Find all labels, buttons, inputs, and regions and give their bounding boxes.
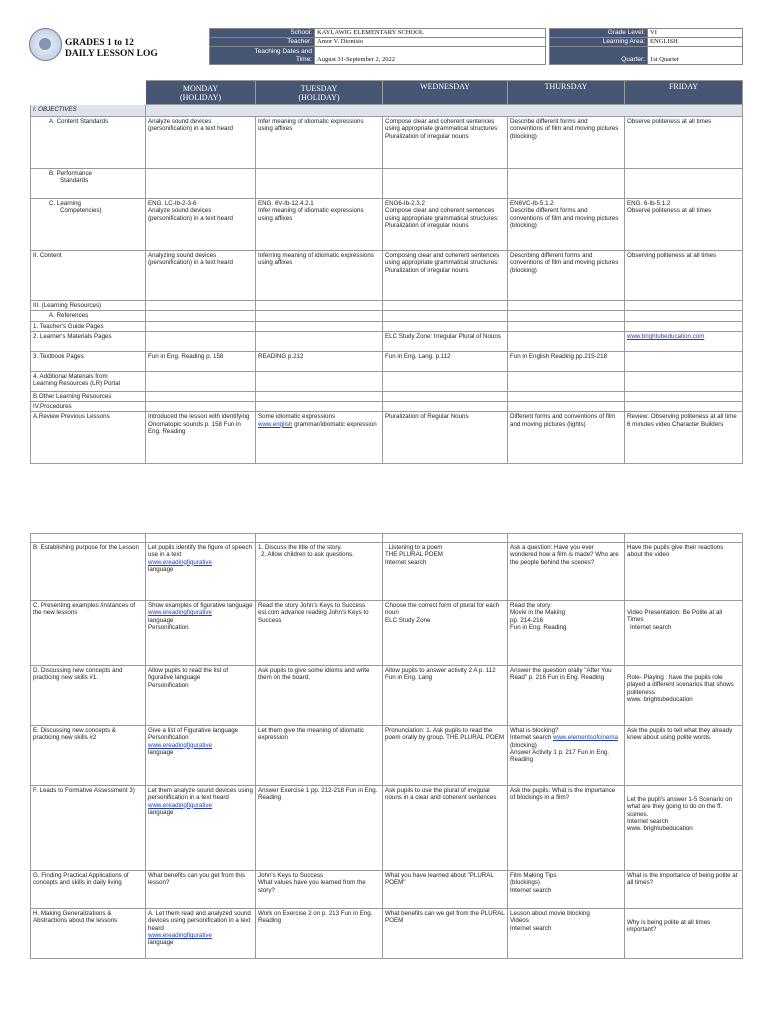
discussing1-tue: Ask pupils to give some idioms and write them on the board. (256, 666, 383, 726)
discussing2-label: E. Discussing new concepts & practicing new skills #2 (31, 726, 146, 786)
content-wed: Composing clear and coherent sentences using appropriate grammatical structures: Pluralization of irregular nouns (383, 251, 508, 301)
textbook-row (31, 351, 743, 371)
competencies-thu: EN6VC-Ib-5.1.2 Describe different forms and conventions of film and moving pictures (blocking) (508, 199, 625, 251)
review-tue: Some idiomatic expressions www.english grammar/idiomatic expression (256, 412, 383, 464)
log-title (65, 38, 158, 60)
formative-mon: Let them analyze sound devices using personification in a text heard www.ereadingfigurative language (146, 786, 256, 871)
day-monday: MONDAY (HOLIDAY) (146, 81, 256, 105)
presenting-fri: Video Presentation: Be Polite at all Times Internet search (625, 601, 743, 666)
presenting-wed: Choose the correct form of plural for each noun ELC Study Zone (383, 601, 508, 666)
review-fri: Review: Observing politeness at all time 6 minutes video Character Builders (625, 412, 743, 464)
objectives-row (31, 105, 743, 117)
content-thu: Describing different forms and conventions of film and moving pictures (blocking) (508, 251, 625, 301)
purpose-tue: 1. Discuss the title of the story. 2. Allow children to ask questions. (256, 543, 383, 601)
day-wednesday: WEDNESDAY (383, 81, 508, 105)
day-friday: FRIDAY (625, 81, 743, 105)
resources-label: III. (Learning Resources) (31, 301, 146, 311)
lesson-table-top (30, 80, 743, 464)
dates-value: August 31-September 2, 2022 (315, 47, 546, 65)
competencies-label: C. Learning Competencies) (31, 199, 146, 251)
quarter-value: 1st Quarter (648, 47, 743, 65)
grade-value: VI (648, 29, 743, 38)
discussing2-row (31, 726, 743, 786)
content-row (31, 251, 743, 301)
learners-materials-row (31, 331, 743, 351)
discussing1-thu: Answer the question orally "After You Read" p. 216 Fun in Eng. Reading (508, 666, 625, 726)
content-standards-thu: Describe different forms and conventions of film and moving pictures (blocking) (508, 117, 625, 169)
formative-label: F. Leads to Formative Assessment 3) (31, 786, 146, 871)
formative-row (31, 786, 743, 871)
discussing2-fri: Ask the pupils to tell what they already knew about using polite words. (625, 726, 743, 786)
textbook-wed: Fun in Eng. Lang. p.112 (383, 351, 508, 371)
practical-fri: What is the importance of being polite at all times? (625, 871, 743, 909)
discussing1-wed: Allow pupils to answer activity 2 A p. 112 Fun in Eng. Lang (383, 666, 508, 726)
teachers-guide-label: 1. Teacher's Guide Pages (31, 321, 146, 331)
day-tuesday: TUESDAY (HOLIDAY) (256, 81, 383, 105)
learners-materials-fri (625, 331, 743, 351)
discussing2-thu: What is blocking? Internet search www.elementsofcinema (blocking) Answer Activity 1 p. 217 Fun in Eng. Reading (508, 726, 625, 786)
references-row (31, 311, 743, 321)
discussing1-fri: Role- Playing : have the pupils role played a different scenarios that shows politeness www. brightubeducation (625, 666, 743, 726)
textbook-tue: READING p.212 (256, 351, 383, 371)
performance-standards-row (31, 169, 743, 199)
practical-tue: John's Keys to Success What values have you learned from the story? (256, 871, 383, 909)
discussing1-mon: Allow pupils to read the list of figurative language Personification (146, 666, 256, 726)
generalizations-fri: Why is being polite at all times important? (625, 909, 743, 959)
generalizations-row (31, 909, 743, 959)
competencies-mon: ENG. LC-Ib-2-3-6 Analyze sound devices (personification) in a text heard (146, 199, 256, 251)
dates-label-line2: Time: (295, 55, 312, 63)
purpose-label: B. Establishing purpose for the Lesson (31, 543, 146, 601)
elementsofcinema-link[interactable]: www.elementsofcinema (553, 734, 618, 742)
additional-materials-row (31, 371, 743, 391)
teacher-value: Amor V. Dionisio (315, 38, 546, 47)
textbook-thu: Fun in English Reading pp.215-218 (508, 351, 625, 371)
learners-materials-wed: ELC Study Zone: Irregular Plural of Nouns (383, 331, 508, 351)
school-value: KAYLAWIG ELEMENTARY SCHOOL (315, 29, 546, 38)
other-resources-label: B.Other Learning Resources (31, 391, 146, 401)
content-tue: Inferring meaning of idiomatic expressions using affixes (256, 251, 383, 301)
content-standards-fri: Observe politeness at all times (625, 117, 743, 169)
quarter-label: Quarter: (550, 47, 648, 65)
title-line-1: GRADES 1 to 12 (65, 38, 134, 48)
practical-mon: What benefits can you get from this lesson? (146, 871, 256, 909)
lesson-table-bottom (30, 533, 743, 959)
practical-wed: What you have learned about "PLURAL POEM" (383, 871, 508, 909)
presenting-label: C. Presenting examples /instances of the new lessons (31, 601, 146, 666)
learners-materials-label: 2. Learner's Materials Pages (31, 331, 146, 351)
purpose-row (31, 543, 743, 601)
school-info-table (209, 28, 546, 65)
grade-info-table (549, 28, 743, 65)
dates-label-line1: Teaching Dates and (254, 47, 312, 55)
content-standards-row (31, 117, 743, 169)
textbook-mon: Fun in Eng. Reading p. 158 (146, 351, 256, 371)
content-standards-label: A. Content Standards (31, 117, 146, 169)
purpose-mon: Let pupils identify the figure of speech use in a text www.ereadingfigurative language (146, 543, 256, 601)
school-label: School: (210, 29, 315, 38)
title-line-2: DAILY LESSON LOG (65, 49, 158, 59)
purpose-fri: Have the pupils give their reactions about the video (625, 543, 743, 601)
discussing2-wed: Pronunciation: 1. Ask pupils to read the poem orally by group. THE PLURAL POEM (383, 726, 508, 786)
content-standards-mon: Analyze sound devices (personification) in a text heard (146, 117, 256, 169)
area-value: ENGLISH (648, 38, 743, 47)
generalizations-tue: Work on Exercise 2 on p. 213 Fun in Eng. Reading (256, 909, 383, 959)
grade-label: Grade Level: (550, 29, 648, 38)
practical-label: G. Finding Practical Applications of concepts and skills in daily living (31, 871, 146, 909)
deped-seal-icon (29, 28, 62, 61)
content-fri: Observing politeness at all times (625, 251, 743, 301)
formative-tue: Answer Exercise 1 pp. 212-218 Fun in Eng. Reading (256, 786, 383, 871)
competencies-tue: ENG. 6V-Ib-12.4.2.1 Infer meaning of idiomatic expressions using affixes (256, 199, 383, 251)
content-standards-tue: Infer meaning of idiomatic expressions using affixes (256, 117, 383, 169)
ereading-link[interactable]: www.ereadingfigurative (148, 931, 212, 939)
blank-header-cell (31, 81, 146, 105)
content-mon: Analyzing sound devices (personification) in a text heard (146, 251, 256, 301)
dates-label (210, 47, 315, 65)
presenting-mon: Show examples of figurative language www.ereadingfigurative language Personification (146, 601, 256, 666)
lesson-log-header (29, 28, 742, 74)
formative-fri: Let the pupil's answer 1-5 Scenario on what are they going to do on the ff. scenes. Internet search www. brightubeducation (625, 786, 743, 871)
ereading-link[interactable]: www.ereadingfigurative (148, 609, 212, 617)
procedures-row (31, 402, 743, 412)
ereading-link[interactable]: www.ereadingfigurative (148, 558, 212, 566)
competencies-wed: ENG6-Ib-2.3.2 Compose clear and coherent sentences using appropriate grammatical structures: Pluralization of irregular nouns (383, 199, 508, 251)
day-thursday: THURSDAY (508, 81, 625, 105)
procedures-label: IV.Procedures (31, 402, 146, 412)
formative-thu: Ask the pupils: What is the importance of blockings in a film? (508, 786, 625, 871)
other-resources-row (31, 391, 743, 401)
practical-row (31, 871, 743, 909)
presenting-row (31, 601, 743, 666)
presenting-tue: Read the story John's Keys to Success esl.com advance reading John's Keys to Success (256, 601, 383, 666)
ereading-link[interactable]: www.ereadingfigurative (148, 801, 212, 809)
competencies-row (31, 199, 743, 251)
discussing2-tue: Let them give the meaning of idiomatic expression (256, 726, 383, 786)
discussing1-label: D. Discussing new concepts and practicing new skills #1. (31, 666, 146, 726)
discussing1-row (31, 666, 743, 726)
content-label: II. Content (31, 251, 146, 301)
generalizations-thu: Lesson about movie blocking Videos Internet search (508, 909, 625, 959)
top-spacer-row (31, 534, 743, 543)
performance-standards-label: B. Performance Standards (31, 169, 146, 199)
generalizations-wed: What benefits can we get from the PLURAL POEM (383, 909, 508, 959)
purpose-wed: . Listening to a poem THE PLURAL POEM Internet search (383, 543, 508, 601)
references-label: A. References (31, 311, 146, 321)
review-mon: Introduced the lesson with identifying Onomatopic sounds p. 158 Fun in Eng. Reading (146, 412, 256, 464)
review-wed: Pluralization of Regular Nouns (383, 412, 508, 464)
brightub-link[interactable]: www.brightubeducation.com (627, 332, 705, 340)
content-standards-wed: Compose clear and coherent sentences using appropriate grammatical structures: Pluralization of irregular nouns (383, 117, 508, 169)
review-label: A.Review Previous Lessons (31, 412, 146, 464)
generalizations-mon: A. Let them read and analyzed sound devices using personification in a text heard www.ereadingfigurative language (146, 909, 256, 959)
textbook-label: 3. Textbook Pages (31, 351, 146, 371)
objectives-label: I. OBJECTIVES (31, 105, 146, 117)
review-row (31, 412, 743, 464)
discussing2-mon: Give a list of Figurative language Personification www.ereadingfigurative language (146, 726, 256, 786)
english-link[interactable]: www.english (258, 420, 293, 428)
day-header-row (31, 81, 743, 105)
generalizations-label: H. Making Generalizations & Abstractions about the lessons (31, 909, 146, 959)
purpose-thu: Ask a question: Have you ever wondered how a film is made? Who are the people behind the scenes? (508, 543, 625, 601)
area-label: Learning Area: (550, 38, 648, 47)
ereading-link[interactable]: www.ereadingfigurative (148, 741, 212, 749)
competencies-fri: ENG. 6-Ib-5.1.2 Observe politeness at all times (625, 199, 743, 251)
review-thu: Different forms and conventions of film and moving pictures (lights) (508, 412, 625, 464)
presenting-thu: Read the story: Movie in the Making pp. 214-216 Fun in Eng. Reading (508, 601, 625, 666)
resources-row (31, 301, 743, 311)
teacher-label: Teacher: (210, 38, 315, 47)
additional-materials-label: 4. Additional Materials from Learning Resources (LR) Portal (31, 371, 146, 391)
teachers-guide-row (31, 321, 743, 331)
formative-wed: Ask pupils to use the plural of irregular nouns in a clear and coherent sentences (383, 786, 508, 871)
practical-thu: Film Making Tips (blockings) Internet search (508, 871, 625, 909)
